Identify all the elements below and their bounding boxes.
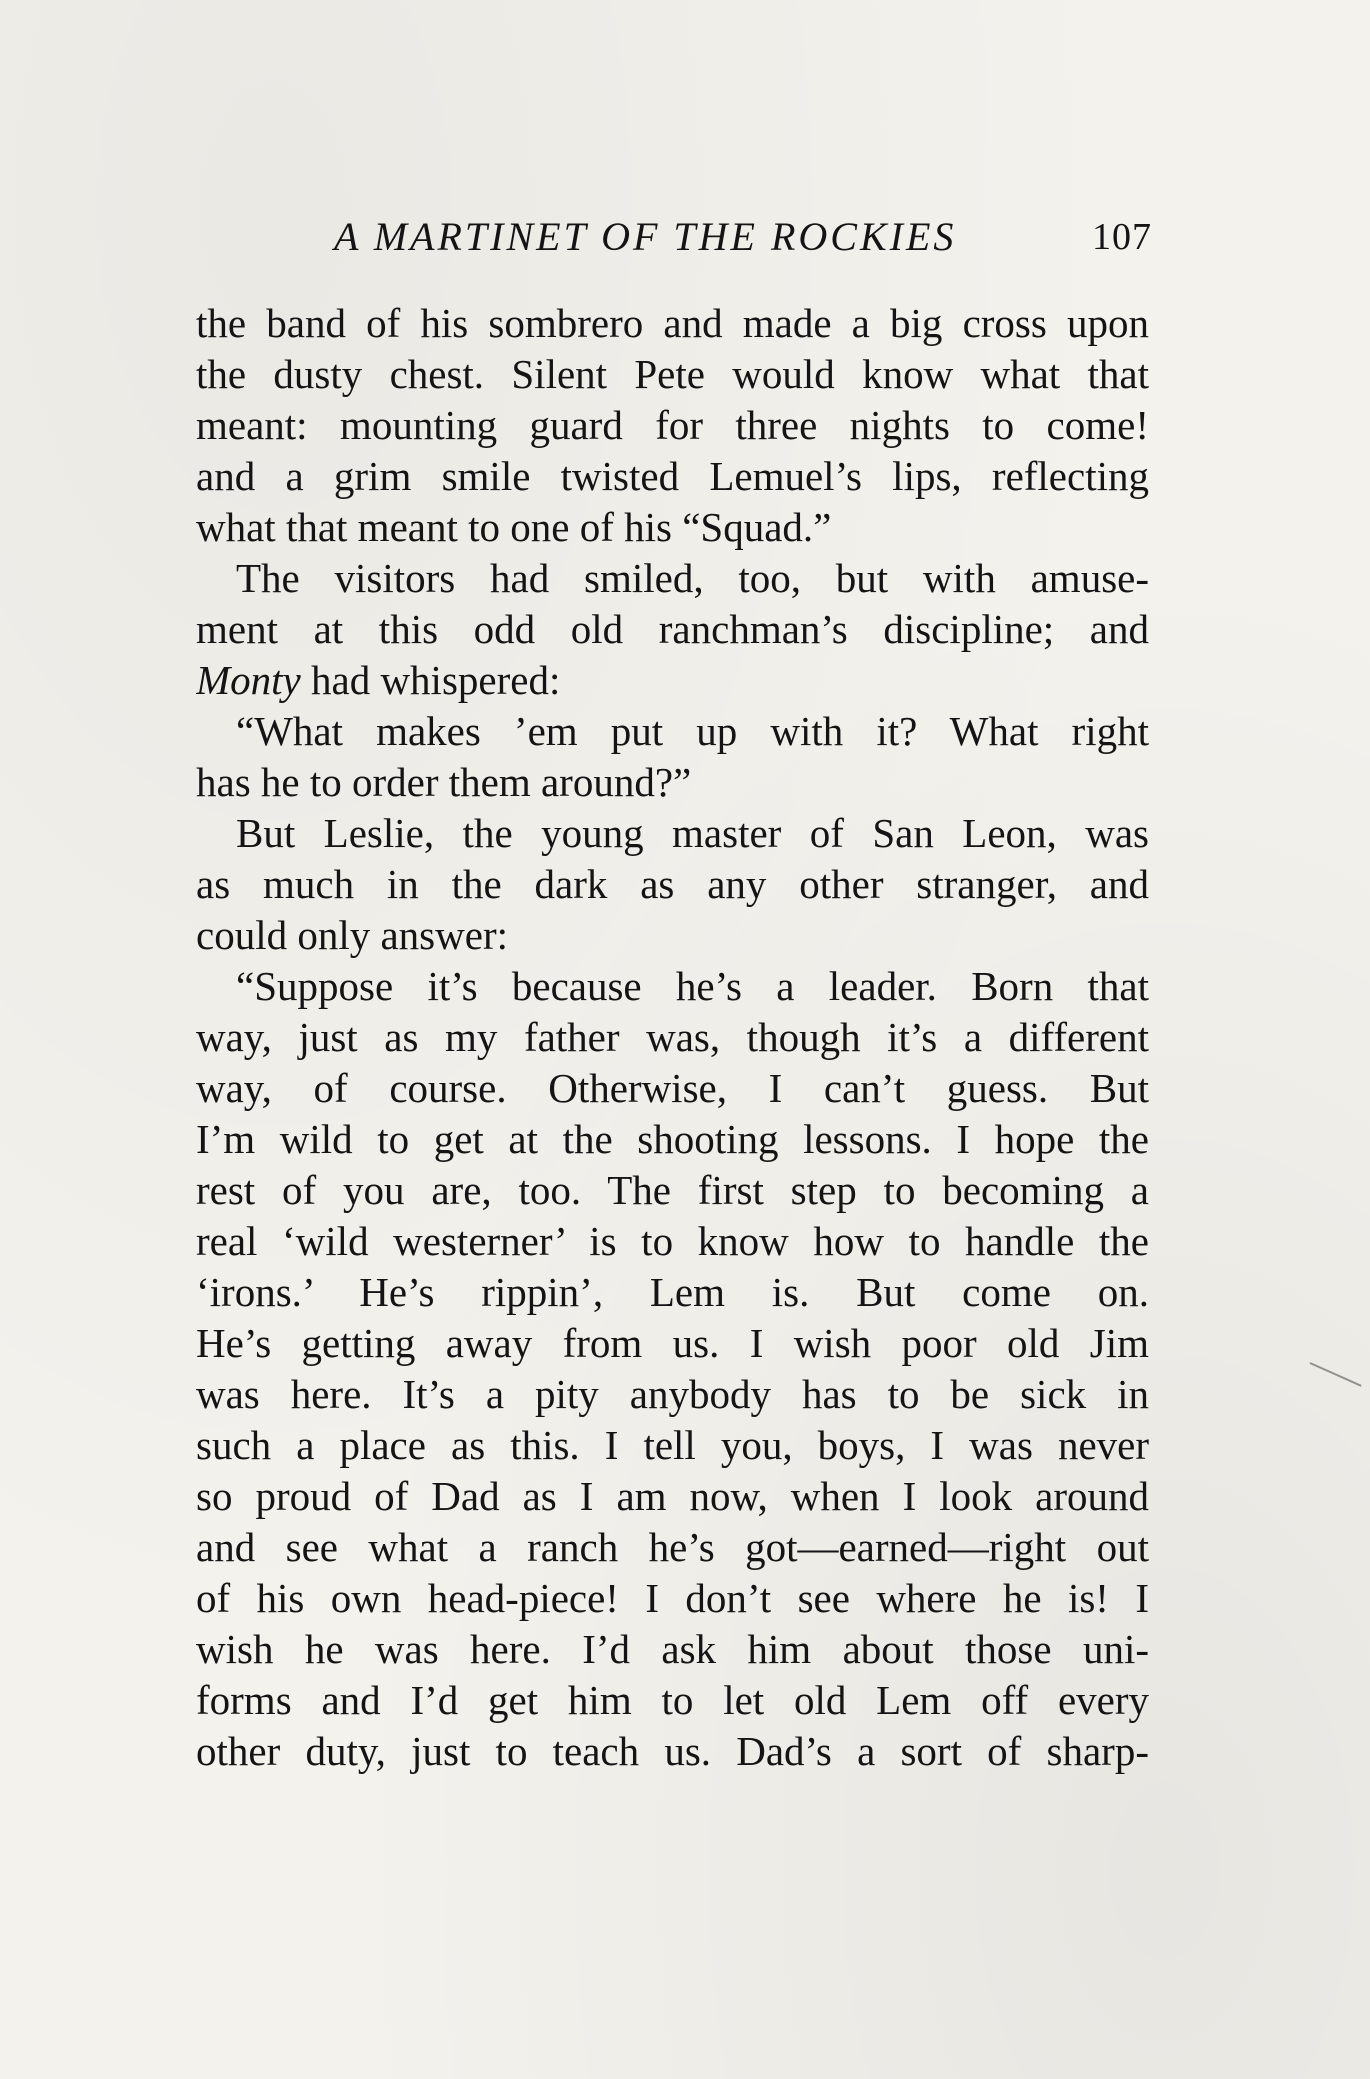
text-line: way, of course. Otherwise, I can’t guess. But: [196, 1065, 1149, 1111]
text-line: the dusty chest. Silent Pete would know what that: [196, 351, 1149, 397]
text-line: the band of his sombrero and made a big cross upon: [196, 300, 1149, 346]
text-line: and see what a ranch he’s got—earned—right out: [196, 1524, 1149, 1570]
text-line: “Suppose it’s because he’s a leader. Born that: [236, 963, 1149, 1009]
text-line: wish he was here. I’d ask him about those uni-: [196, 1626, 1149, 1672]
page-number: 107: [1092, 216, 1152, 258]
text-line: as much in the dark as any other stranger, and: [196, 861, 1149, 907]
text-line: real ‘wild westerner’ is to know how to handle the: [196, 1218, 1149, 1264]
text-line: of his own head-piece! I don’t see where he is! I: [196, 1575, 1149, 1621]
text-line: ‘irons.’ He’s rippin’, Lem is. But come on.: [196, 1269, 1149, 1315]
running-title: A MARTINET OF THE ROCKIES: [334, 214, 957, 259]
text-line: meant: mounting guard for three nights to come!: [196, 402, 1149, 448]
text-line: He’s getting away from us. I wish poor old Jim: [196, 1320, 1149, 1366]
text-line: I’m wild to get at the shooting lessons. I hope the: [196, 1116, 1149, 1162]
running-head: [334, 212, 1152, 262]
text-line: forms and I’d get him to let old Lem off every: [196, 1677, 1149, 1723]
text-line: was here. It’s a pity anybody has to be sick in: [196, 1371, 1149, 1417]
text-line: what that meant to one of his “Squad.”: [196, 504, 832, 550]
text-line: so proud of Dad as I am now, when I look around: [196, 1473, 1149, 1519]
text-line-rest: had whispered:: [311, 657, 561, 703]
text-line: The visitors had smiled, too, but with amuse-: [236, 555, 1149, 601]
text-line: “What makes ’em put up with it? What right: [236, 708, 1149, 754]
text-line: [196, 655, 1149, 706]
body-text: [196, 298, 1149, 1777]
text-line: ment at this odd old ranchman’s discipline; and: [196, 606, 1149, 652]
italic-name: Monty: [196, 657, 301, 703]
text-line: other duty, just to teach us. Dad’s a sort of sharp-: [196, 1728, 1149, 1774]
text-line: and a grim smile twisted Lemuel’s lips, reflecting: [196, 453, 1149, 499]
text-line: But Leslie, the young master of San Leon, was: [236, 810, 1149, 856]
text-line: could only answer:: [196, 912, 508, 958]
text-line: has he to order them around?”: [196, 759, 692, 805]
text-line: rest of you are, too. The first step to becoming a: [196, 1167, 1149, 1213]
text-line: way, just as my father was, though it’s a different: [196, 1014, 1149, 1060]
text-line: such a place as this. I tell you, boys, I was never: [196, 1422, 1149, 1468]
stray-pencil-mark: [1310, 1362, 1362, 1387]
